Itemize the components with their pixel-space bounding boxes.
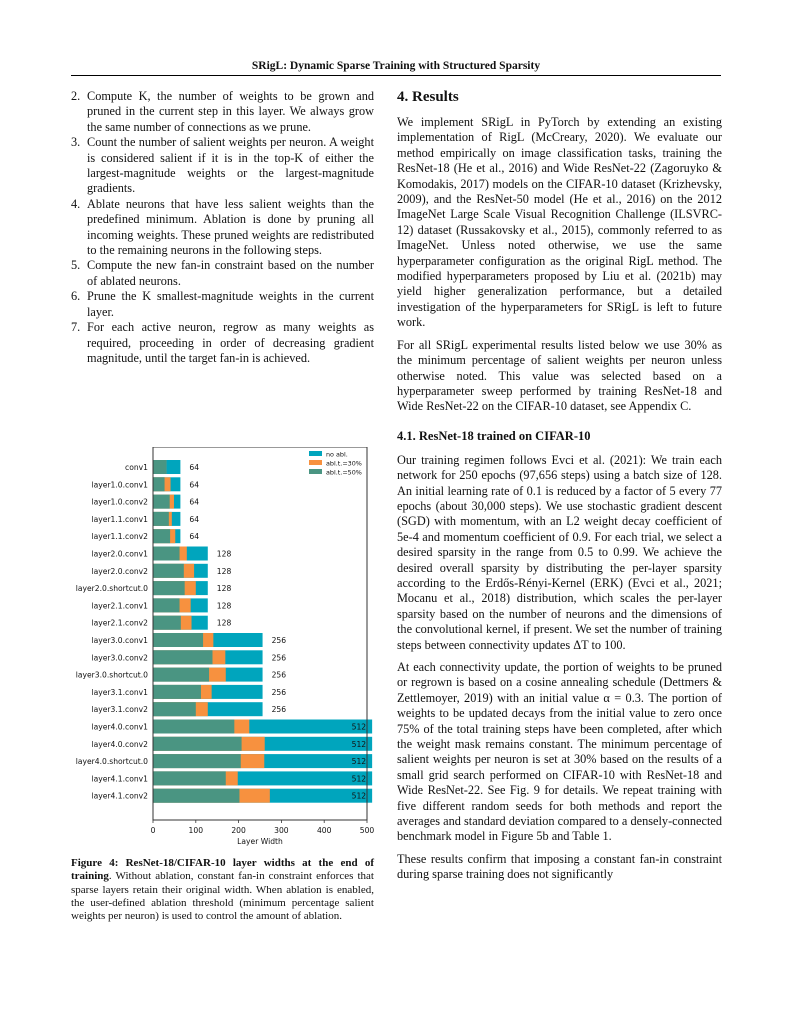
bar-abl-50 [153, 737, 242, 751]
x-tick-label: 0 [150, 826, 156, 835]
y-tick-label: layer4.0.shortcut.0 [75, 757, 148, 767]
figure-caption [71, 857, 374, 923]
algorithm-steps [71, 89, 374, 366]
legend-swatch [309, 451, 322, 456]
data-label: 256 [271, 653, 287, 663]
y-tick-label: layer4.0.conv1 [91, 722, 148, 732]
legend-label: abl.t.=30% [326, 459, 362, 468]
x-tick-label: 400 [316, 826, 332, 835]
step-item [71, 320, 374, 366]
y-tick-label: conv1 [125, 463, 148, 472]
bar-abl-50 [153, 460, 166, 474]
data-label: 128 [216, 584, 232, 594]
bar-abl-50 [153, 564, 184, 578]
step-item [71, 89, 374, 135]
x-axis-label: Layer Width [237, 837, 283, 846]
data-label: 64 [189, 480, 200, 490]
step-number: 5. [71, 258, 81, 273]
data-label: 128 [216, 618, 232, 628]
y-tick-label: layer2.0.conv1 [91, 549, 148, 559]
y-tick-label: layer4.1.conv1 [91, 774, 148, 784]
data-label: 64 [189, 463, 200, 472]
data-label: 512 [351, 757, 367, 767]
running-head: SRigL: Dynamic Sparse Training with Structured Sparsity [251, 60, 541, 72]
figure-4 [71, 447, 376, 857]
y-tick-label: layer1.1.conv2 [91, 532, 148, 542]
step-number: 2. [71, 89, 81, 103]
data-label: 256 [271, 705, 287, 715]
y-tick-label: layer1.0.conv1 [91, 480, 148, 490]
step-text: Ablate neurons that have less salient weights than the predefined minimum. Ablation is done by pruning all incoming weights. These pruned weights are redistributed to the remaining neurons in the following steps. [87, 196, 374, 258]
step-item [71, 197, 374, 259]
x-tick-label: 200 [231, 826, 246, 835]
data-label: 256 [271, 687, 287, 697]
bar-abl-50 [153, 616, 181, 630]
bar-abl-50 [153, 702, 196, 716]
data-label: 512 [351, 739, 367, 749]
bar-abl-50 [153, 495, 170, 509]
header-rule [71, 75, 721, 76]
step-item [71, 258, 374, 289]
bar-abl-50 [153, 650, 212, 664]
data-label: 512 [351, 791, 367, 801]
step-number: 6. [71, 289, 81, 304]
bar-abl-50 [153, 598, 180, 612]
step-item [71, 289, 374, 320]
step-text: For each active neuron, regrow as many weights as required, proceeding in order of decreasing gradient magnitude, until the target fan-in is achieved. [87, 320, 374, 365]
bar-abl-50 [153, 512, 169, 526]
bar-abl-50 [153, 789, 239, 803]
step-text: Compute the new fan-in constraint based on the number of ablated neurons. [87, 258, 374, 288]
y-tick-label: layer3.0.shortcut.0 [75, 670, 148, 680]
y-tick-label: layer3.0.conv2 [91, 653, 148, 663]
bar-abl-50 [153, 529, 170, 543]
step-number: 4. [71, 196, 81, 211]
bar-abl-50 [153, 581, 185, 595]
caption-title: Figure 4: ResNet-18/CIFAR-10 layer widths at the end of training [71, 857, 374, 883]
caption-text: . Without ablation, constant fan-in constraint enforces that sparse layers retain their original width. When ablation is enabled, the user-defined ablation threshold (minimum percentage salient weights per neuron) is used to control the amount of ablation. [71, 870, 374, 923]
bar-abl-50 [153, 720, 234, 734]
paragraph: Our training regimen follows Evci et al. (2021): We train each network for 250 epochs (97,656 steps) using a batch size of 128. An initial learning rate of 0.1 is reduced by a factor of 5 every 77 epochs (about 30,000 steps). We use stochastic gradient descent (SGD) with momentum, with an L2 weight decay coefficient of 5e-4 and momentum coefficient of 0.9. For each trial, we select a desired sparsity in the range from 0.5 to 0.99. We achieve the desired overall sparsity by distributing the per-layer sparsity according to the Erdős-Rényi-Kernel (ERK) (Evci et al., 2021; Mocanu et al., 2018) distribution, which scales the per-layer sparsity based on the number of neurons and the dimensions of the convolutional kernel, if present. We set the number of training steps between connectivity updates ΔT to 100. [397, 452, 722, 652]
bar-abl-50 [153, 477, 165, 491]
section-title: 4. Results [397, 89, 459, 105]
right-column [397, 89, 722, 890]
y-tick-label: layer2.0.shortcut.0 [75, 584, 148, 594]
subsection-title: 4.1. ResNet-18 trained on CIFAR-10 [397, 428, 591, 443]
y-tick-label: layer2.1.conv1 [91, 601, 148, 611]
y-tick-label: layer1.0.conv2 [91, 497, 148, 507]
legend-swatch [309, 469, 322, 474]
step-text: Count the number of salient weights per neuron. A weight is considered salient if it is in the top-K of either the largest-magnitude weights or the largest-magnitude gradients. [87, 135, 374, 196]
legend-label: abl.t.=50% [326, 468, 362, 477]
y-tick-label: layer3.0.conv1 [91, 636, 148, 645]
y-tick-label: layer4.0.conv2 [91, 739, 148, 749]
paragraph: At each connectivity update, the portion of weights to be pruned or regrown is based on a cosine annealing schedule (Dettmers & Zettlemoyer, 2019) with an initial value α = 0.3. The portion of weights to be updated decays from the initial value to zero once 75% of the total training steps have been completed, after which the weight mask remains constant. The minimum percentage of salient weights per neuron is set at 30% based on the results of a small grid search performed on CIFAR-10 with ResNet-18 and Wide ResNet-22. See Fig. 9 for details. We repeat training with five different random seeds for both methods and report the averages and standard deviation compared to a densely-connected benchmark model in Figure 5b and Table 1. [397, 660, 722, 844]
x-tick-label: 500 [359, 826, 375, 835]
legend-swatch [309, 460, 322, 465]
data-label: 64 [189, 497, 200, 507]
data-label: 128 [216, 566, 232, 576]
bar-abl-50 [153, 754, 241, 768]
paragraph: We implement SRigL in PyTorch by extending an existing implementation of RigL (McCreary, 2020). We evaluate our method empirically on image classification tasks, training the ResNet-18 (He et al., 2016) and Wide ResNet-22 (Zagoruyko & Komodakis, 2017) models on the CIFAR-10 dataset (Krizhevsky, 2009), and the ResNet-50 model (He et al., 2016) on the 2012 ImageNet Large Scale Visual Recognition Challenge (ILSVRC-12) dataset (Russakovsky et al., 2015), commonly referred to as ImageNet. Unless noted otherwise, we use the same hyperparameter configuration as the original RigL method. The modified hyperparameters proposed by Liu et al. (2021b) may yield higher generalization performance, but a detailed investigation of the hyperparameters for SRigL is left to future work. [397, 115, 722, 330]
data-label: 256 [271, 670, 287, 680]
step-number: 7. [71, 320, 81, 335]
bar-abl-50 [153, 633, 203, 647]
y-tick-label: layer1.1.conv1 [91, 514, 148, 524]
y-tick-label: layer3.1.conv2 [91, 705, 148, 715]
step-text: Compute K, the number of weights to be grown and pruned in the current step in this layer. We always grow the same number of connections as we prune. [87, 89, 374, 134]
data-label: 128 [216, 549, 232, 559]
bar-abl-50 [153, 685, 201, 699]
data-label: 128 [216, 601, 232, 611]
bar-abl-50 [153, 668, 209, 682]
bar-abl-50 [153, 547, 180, 561]
layer-width-chart [71, 447, 376, 857]
data-label: 64 [189, 514, 200, 524]
y-tick-label: layer2.0.conv2 [91, 566, 148, 576]
step-item [71, 135, 374, 197]
y-tick-label: layer3.1.conv1 [91, 687, 148, 697]
bar-abl-50 [153, 771, 226, 785]
paragraph: These results confirm that imposing a constant fan-in constraint during sparse training does not significantly [397, 851, 722, 882]
step-text: Prune the K smallest-magnitude weights in the current layer. [87, 289, 374, 319]
data-label: 512 [351, 722, 367, 732]
data-label: 64 [189, 532, 200, 542]
paragraph: For all SRigL experimental results listed below we use 30% as the minimum percentage of salient weights per neuron unless otherwise noted. This value was selected based on a hyperparameter sweep performed by training ResNet-18 and Wide ResNet-22 on the CIFAR-10 dataset, see Appendix C. [397, 337, 722, 414]
left-column [71, 89, 374, 366]
legend-label: no abl. [326, 450, 348, 459]
y-tick-label: layer4.1.conv2 [91, 791, 148, 801]
data-label: 512 [351, 774, 367, 784]
step-number: 3. [71, 135, 81, 150]
x-tick-label: 300 [274, 826, 289, 835]
y-tick-label: layer2.1.conv2 [91, 618, 148, 628]
x-tick-label: 100 [188, 826, 204, 835]
data-label: 256 [271, 636, 287, 645]
